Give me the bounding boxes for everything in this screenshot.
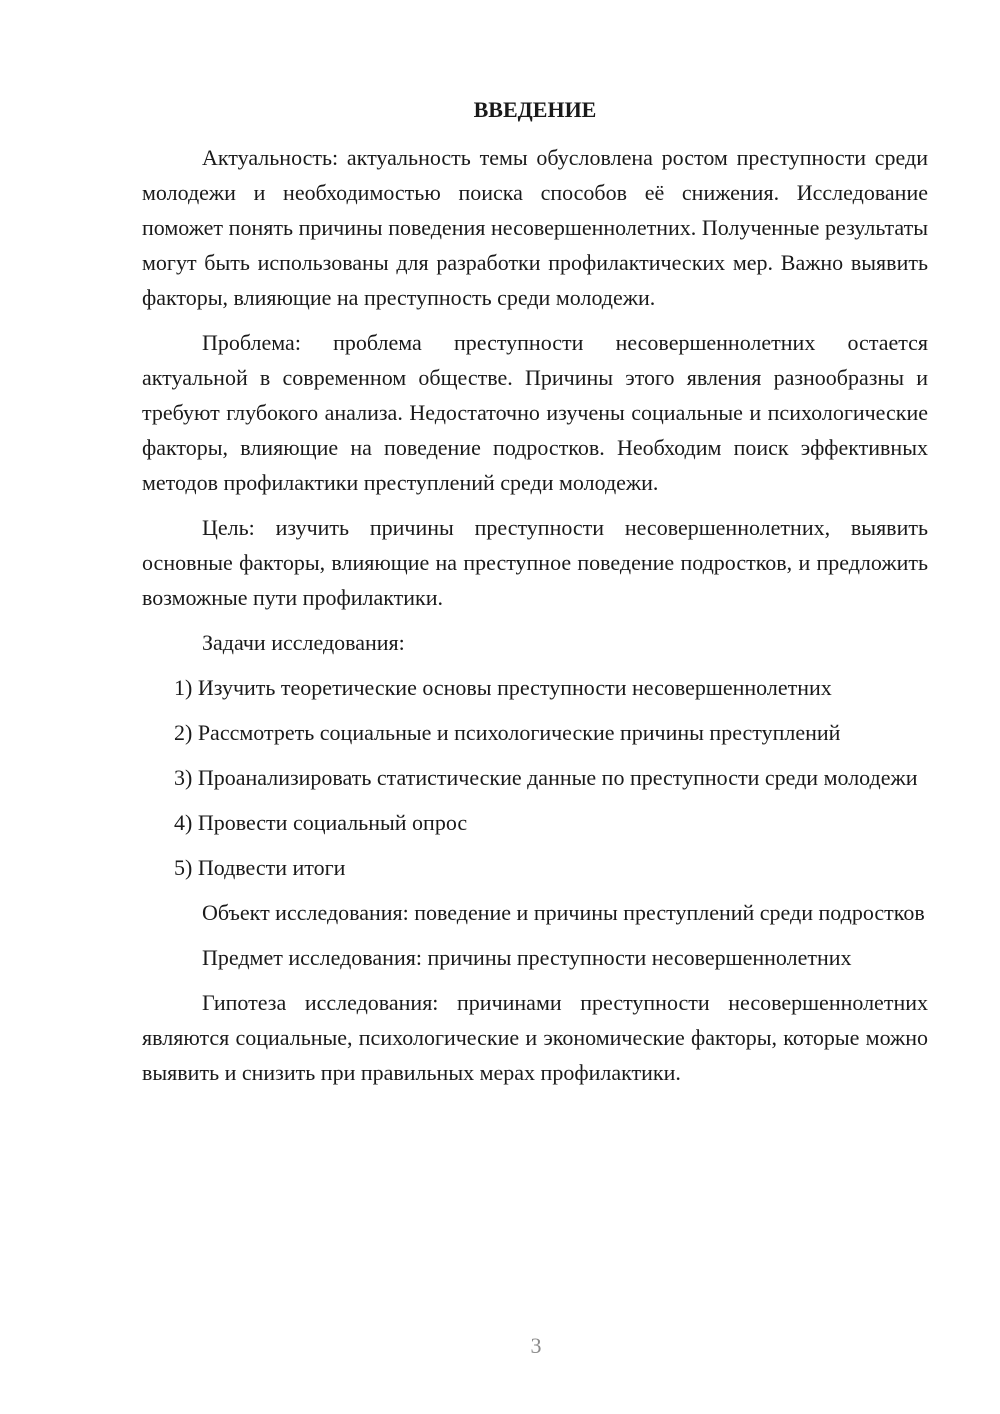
document-page [142,92,928,1090]
task-item: 2) Рассмотреть социальные и психологические причины преступлений [174,720,841,745]
goal-paragraph: Цель: изучить причины преступности несовершеннолетних, выявить основные факторы, влияющие на преступное поведение подростков, и предложить возможные пути профилактики. [142,515,928,610]
relevance-paragraph: Актуальность: актуальность темы обусловлена ростом преступности среди молодежи и необходимостью поиска способов её снижения. Исследование поможет понять причины поведения несовершеннолетних. Полученные результаты могут быть использованы для разработки профилактических мер. Важно выявить факторы, влияющие на преступность среди молодежи. [142,145,928,310]
task-item: 5) Подвести итоги [174,855,346,880]
page-title: ВВЕДЕНИЕ [473,97,597,122]
task-item: 1) Изучить теоретические основы преступности несовершеннолетних [174,675,832,700]
hypothesis-paragraph: Гипотеза исследования: причинами преступности несовершеннолетних являются социальные, психологические и экономические факторы, которые можно выявить и снизить при правильных мерах профилактики. [142,990,928,1085]
tasks-heading: Задачи исследования: [202,630,405,655]
task-item: 4) Провести социальный опрос [174,810,468,835]
task-item: 3) Проанализировать статистические данные по преступности среди молодежи [174,765,918,790]
problem-paragraph: Проблема: проблема преступности несовершеннолетних остается актуальной в современном обществе. Причины этого явления разнообразны и требуют глубокого анализа. Недостаточно изучены социальные и психологические факторы, влияющие на поведение подростков. Необходим поиск эффективных методов профилактики преступлений среди молодежи. [142,330,928,495]
page-number: 3 [530,1333,542,1358]
object-paragraph: Объект исследования: поведение и причины преступлений среди подростков [202,900,925,925]
subject-paragraph: Предмет исследования: причины преступности несовершеннолетних [202,945,852,970]
